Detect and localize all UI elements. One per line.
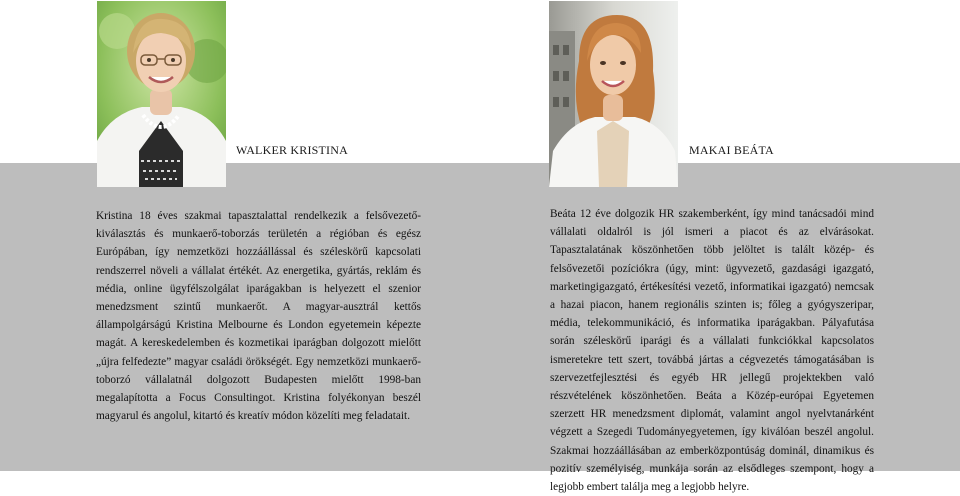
- portrait-photo-walker-kristina: [97, 1, 226, 187]
- person-name-walker-kristina: WALKER KRISTINA: [236, 143, 348, 157]
- portrait-photo-makai-beata: [549, 1, 678, 187]
- bio-paragraph-makai-beata: Beáta 12 éve dolgozik HR szakemberként, így mind tanácsadói mind vállalati oldalról is jól ismeri a piacot és az elvárásokat. Tapasztalatának köszönhetően több jelöltet is talált közép- és felsővezetői pozíciókra (úgy, mint: ügyvezető, gazdasági igazgató, marketingigazgató, értékesítési vezető, informatikai igazgató) nemcsak a hazai piacon, hanem regionális szinten is; főleg a gyógyszeripar, média, telekommunikáció, és informatika iparágakban. Pályafutása során széleskörű iparági és a vállalati funkciókkal kapcsolatos ismeretekre tett szert, továbbá jártas a cégvezetés támogatásában is szervezetfejlesztési és egyéb HR jellegű projektekben való részvételének köszönhetően. Beáta a Közép-európai Egyetemen szerzett HR menedzsment diplomát, valamint angol nyelvtanárként végzett a Szegedi Tudományegyetemen, így kiválóan beszél angolul. Szakmai hozzáállásában az emberközpontúság dominál, dinamikus és pozitív személyiség, munkája során az elsődleges szempont, hogy a legjobb embert találja meg a legjobb helyre.: [550, 208, 874, 494]
- person-name-makai-beata: MAKAI BEÁTA: [689, 143, 774, 157]
- bio-paragraph-walker-kristina: Kristina 18 éves szakmai tapasztalattal rendelkezik a felsővezető-kiválasztás és munkaerő-toborzás területén a régióban és egész Európában, így nemzetközi hozzáállással és széleskörű kapcsolati rendszerrel növeli a vállalat értékét. Az energetika, gyártás, reklám és média, online ügyfélszolgálat iparágakban is helyezett el szenior menedzsment szintű munkaerőt. A magyar-ausztrál kettős állampolgárságú Kristina Melbourne és London egyetemein képezte magát. A kereskedelemben és kozmetikai iparágban dolgozott mielőtt „újra felfedezte” magyar családi örökségét. Egy nemzetközi munkaerő-toborzó vállalatnál dolgozott Budapesten mielőtt 1998-ban megalapította a Focus Consultingot. Kristina folyékonyan beszél magyarul és angolul, kitartó és kreatív módon közelíti meg feladatait.: [96, 210, 421, 423]
